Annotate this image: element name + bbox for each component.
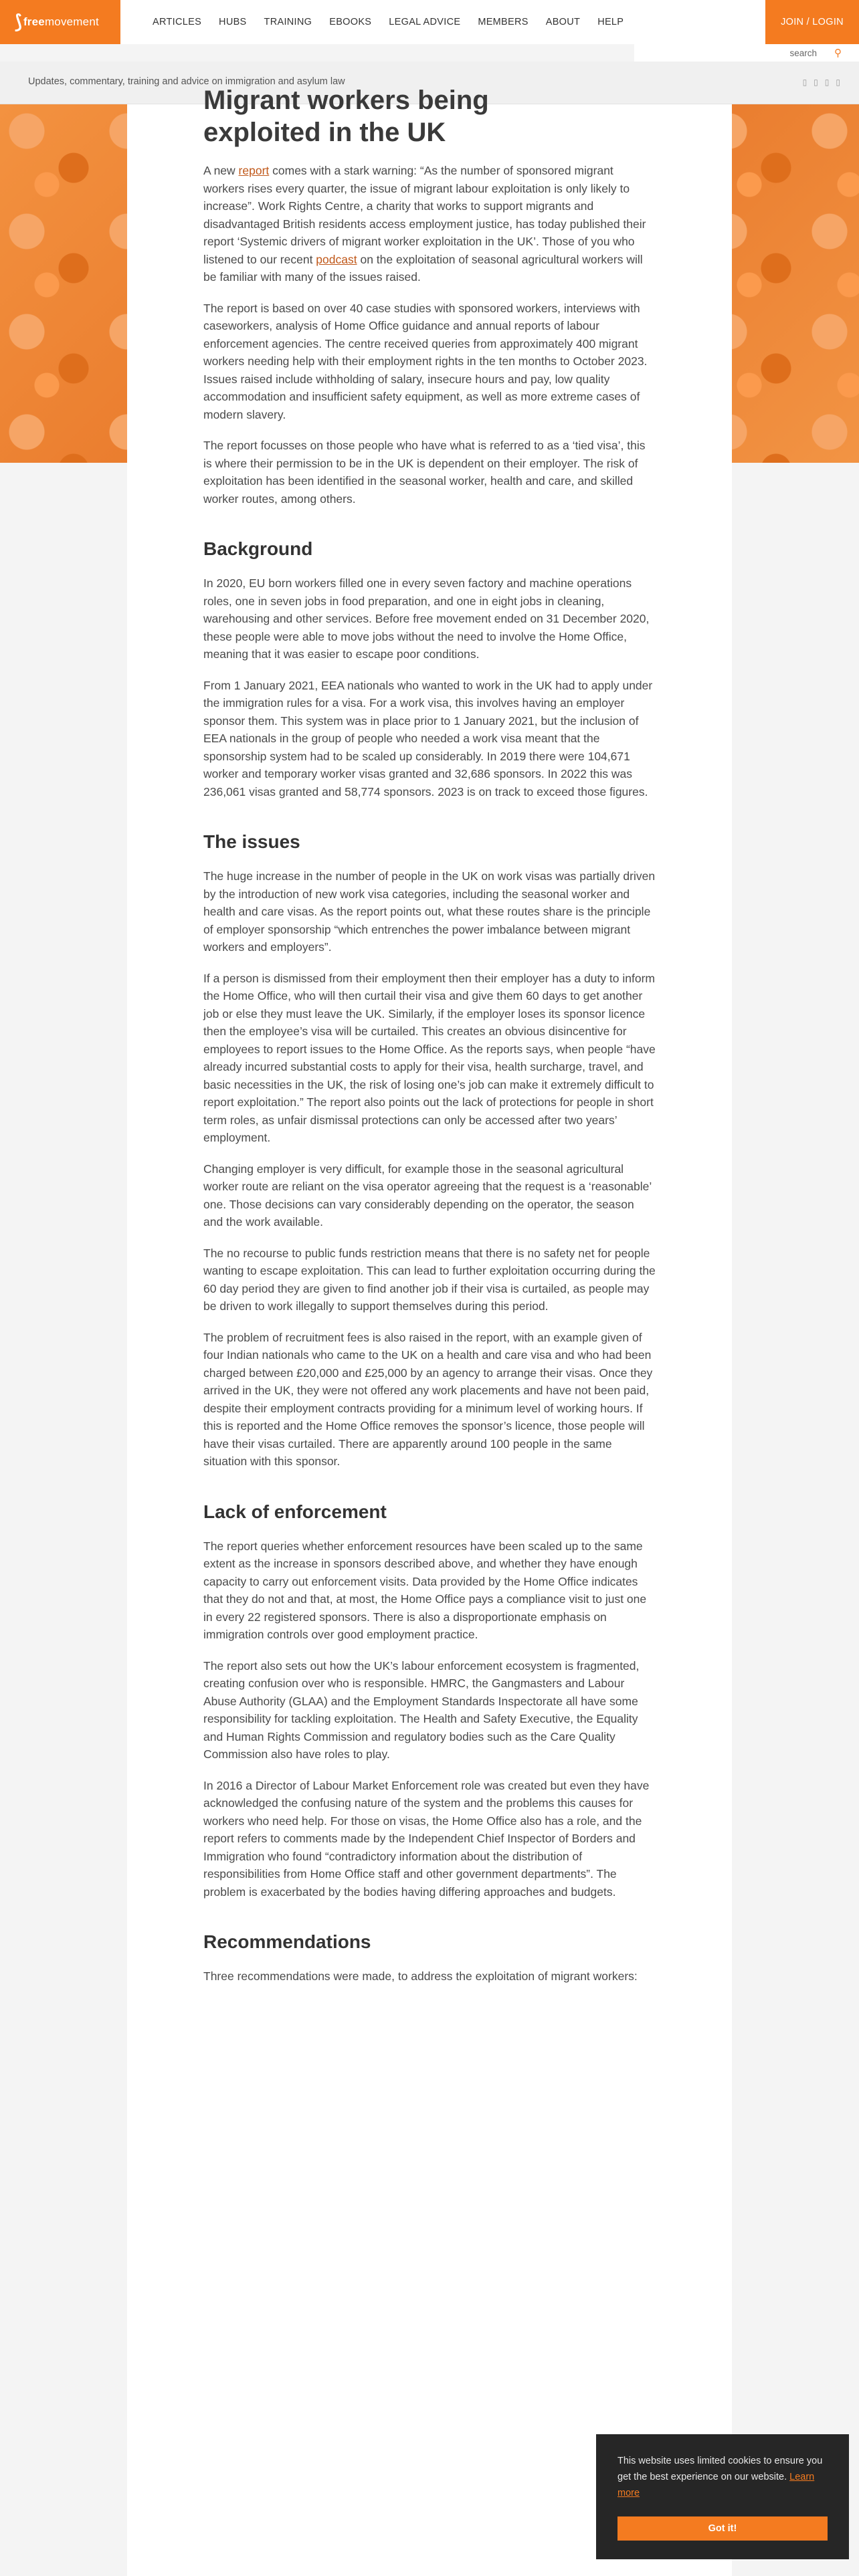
site-logo[interactable] [0,0,120,44]
paragraph: In 2020, EU born workers filled one in every seven factory and machine operations roles, one in seven jobs in food preparation, and one in eight jobs in cleaning, warehousing and other services. Before free movement ended on 31 December 2020, these people were able to move jobs without the need to involve the Home Office, meaning that it was easier to escape poor conditions. [203,576,650,661]
nav-training[interactable]: TRAINING [264,17,312,27]
article-content [203,86,656,1999]
paragraph: The report also sets out how the UK’s labour enforcement ecosystem is fragmented, creating confusion over who is responsible. HMRC, the Gangmasters and Labour Abuse Authority (GLAA) and the Employment Standards Inspectorate all have some responsibility for tackling exploitation. The Health and Safety Executive, the Equality and Human Rights Commission and regulatory bodies such as the Care Quality Commission also have roles to play. [203,1658,640,1761]
nav-legal-advice[interactable]: LEGAL ADVICE [389,17,461,27]
top-navigation [0,0,859,44]
site-tagline: Updates, commentary, training and advice on immigration and asylum law [28,76,345,87]
nav-help[interactable]: HELP [597,17,624,27]
learn-more-link[interactable]: Learn more [617,2472,815,2498]
rss-icon[interactable]: ▯ [836,78,840,87]
paragraph: Changing employer is very difficult, for example those in the seasonal agricultural worker route are reliant on the visa operator agreeing that the request is a ‘reasonable’ one. Those decisions can vary considerably depending on the operator, the season and the work available. [203,1162,652,1228]
paragraph: Three recommendations were made, to address the exploitation of migrant workers: [203,1969,638,1983]
nav-hubs[interactable]: HUBS [219,17,247,27]
nav-articles[interactable]: ARTICLES [153,17,202,27]
paragraph: The huge increase in the number of people in the UK on work visas was partially driven by the introduction of new work visa categories, including the seasonal worker and health and care visas. As the report points out, what these routes share is the principle of employer sponsorship “which entrenches the power imbalance between migrant workers and employers”. [203,869,656,954]
report-link[interactable]: report [238,164,270,177]
article-card [127,86,732,2576]
article-title: Migrant workers being exploited in the UK [203,86,489,147]
cookie-banner [596,2434,849,2559]
nav-about[interactable]: ABOUT [545,17,581,27]
paragraph: From 1 January 2021, EEA nationals who wanted to work in the UK had to apply under the immigration rules for a visa. For a work visa, this involves having an employer sponsor them. This system was in place prior to 1 January 2021, but the inclusion of EEA nationals in the group of people who needed a work visa meant that the sponsorship system had to be scaled up considerably. In 2019 there were 104,671 worker and temporary worker visas granted and 32,686 sponsors. In 2022 this was 236,061 visas granted and 58,774 sponsors. 2023 is on track to exceed those figures. [203,678,653,798]
join-login-button[interactable]: JOIN / LOGIN [765,0,859,44]
article-title-wrap [203,86,656,148]
search-icon[interactable]: ⚲ [834,47,842,59]
bird-logo-icon: ⟆ [15,11,22,32]
paragraph: If a person is dismissed from their employment then their employer has a duty to inform the Home Office, who will then curtail their visa and give them 60 days to get another job or else they must leave the UK. Similarly, if the employer loses its sponsor licence then the employee’s visa will be curtailed. This creates an obvious disincentive for employees to report issues to the Home Office. As the reports says, when people “have already incurred substantial costs to apply for their visa, health surcharge, travel, and basic necessities in the UK, the risk of losing one’s job can make it extremely difficult to report exploitation.” The report also points out the lack of protections for people in short term roles, as unfair dismissal protections can only be accessed after two years’ employment. [203,971,656,1144]
intro-paragraph: A new report comes with a stark warning: “As the number of sponsored migrant workers rises every quarter, the issue of migrant labour exploitation is only likely to increase”. Work Rights Centre, a charity that works to support migrants and disadvantaged British residents access employment justice, has today published their report ‘Systemic drivers of migrant worker exploitation in the UK’. Those of you who listened to our recent podcast on the exploitation of seasonal agricultural workers will be familiar with many of the issues raised. [203,164,646,284]
heading-recommendations: Recommendations [203,1931,371,1952]
podcast-link[interactable]: podcast [316,252,357,266]
cookie-message: This website uses limited cookies to ensure you get the best experience on our website. Learn more [617,2456,823,2498]
heading-background: Background [203,538,313,559]
paragraph: In 2016 a Director of Labour Market Enforcement role was created but even they have acknowledged the confusing nature of the system and the problems this causes for workers who need help. For those on visas, the Home Office also has a role, and the report refers to comments made by the Independent Chief Inspector of Borders and Immigration who found “contradictory information about the distribution of responsibilities from Home Office staff and other government departments”. The problem is exacerbated by the bodies having differing approaches and budgets. [203,1778,650,1899]
main-nav [153,0,624,44]
search-placeholder: search [789,47,817,58]
paragraph: The report queries whether enforcement resources have been scaled up to the same extent as the increase in sponsors described above, and whether they have enough capacity to carry out enforcement visits. Data provided by the Home Office indicates that they do not and that, at most, the Home Office pays a compliance visit to just one in every 22 registered sponsors. There is also a disproportionate emphasis on immigration controls over good employment practice. [203,1539,647,1641]
nav-ebooks[interactable]: EBOOKS [329,17,372,27]
facebook-icon[interactable]: ▯ [814,78,818,87]
heading-lack-of-enforcement: Lack of enforcement [203,1501,387,1522]
paragraph: The no recourse to public funds restriction means that there is no safety net for people wanting to escape exploitation. This can lead to further exploitation occurring during the 60 day period they are given to find another job if their visa is curtailed, as people may be driven to work illegally to support themselves during this period. [203,1246,656,1313]
heading-the-issues: The issues [203,831,300,852]
twitter-icon[interactable]: ▯ [802,78,807,87]
paragraph: The report focusses on those people who have what is referred to as a ‘tied visa’, this is where their permission to be in the UK is dependent on their employer. The risk of exploitation has been identified in the seasonal worker, health and care, and skilled worker routes, among others. [203,439,646,506]
cookie-accept-button[interactable]: Got it! [617,2516,828,2541]
social-links [803,78,840,87]
paragraph: The problem of recruitment fees is also raised in the report, with an example given of four Indian nationals who came to the UK on a health and care visa and who had been charged between £20,000 and £25,000 by an agency to arrange their visas. Once they arrived in the UK, they were not offered any work placements and have not been paid, despite their employment contracts providing for a minimum level of working hours. If this is reported and the Home Office removes the sponsor’s licence, those people will have their visas curtailed. There are apparently around 100 people in the same situation with this sponsor. [203,1330,653,1468]
nav-members[interactable]: MEMBERS [478,17,529,27]
logo-wordmark: freemovement [23,15,99,28]
search-input[interactable] [634,44,859,62]
linkedin-icon[interactable]: ▯ [824,78,830,87]
paragraph: The report is based on over 40 case studies with sponsored workers, interviews with caseworkers, analysis of Home Office guidance and annual reports of labour enforcement agencies. The centre received queries from approximately 400 migrant workers needing help with their employment rights in the ten months to October 2023. Issues raised include withholding of salary, insecure hours and pay, low quality accommodation and insufficient safety equipment, as well as more extreme cases of modern slavery. [203,301,648,421]
